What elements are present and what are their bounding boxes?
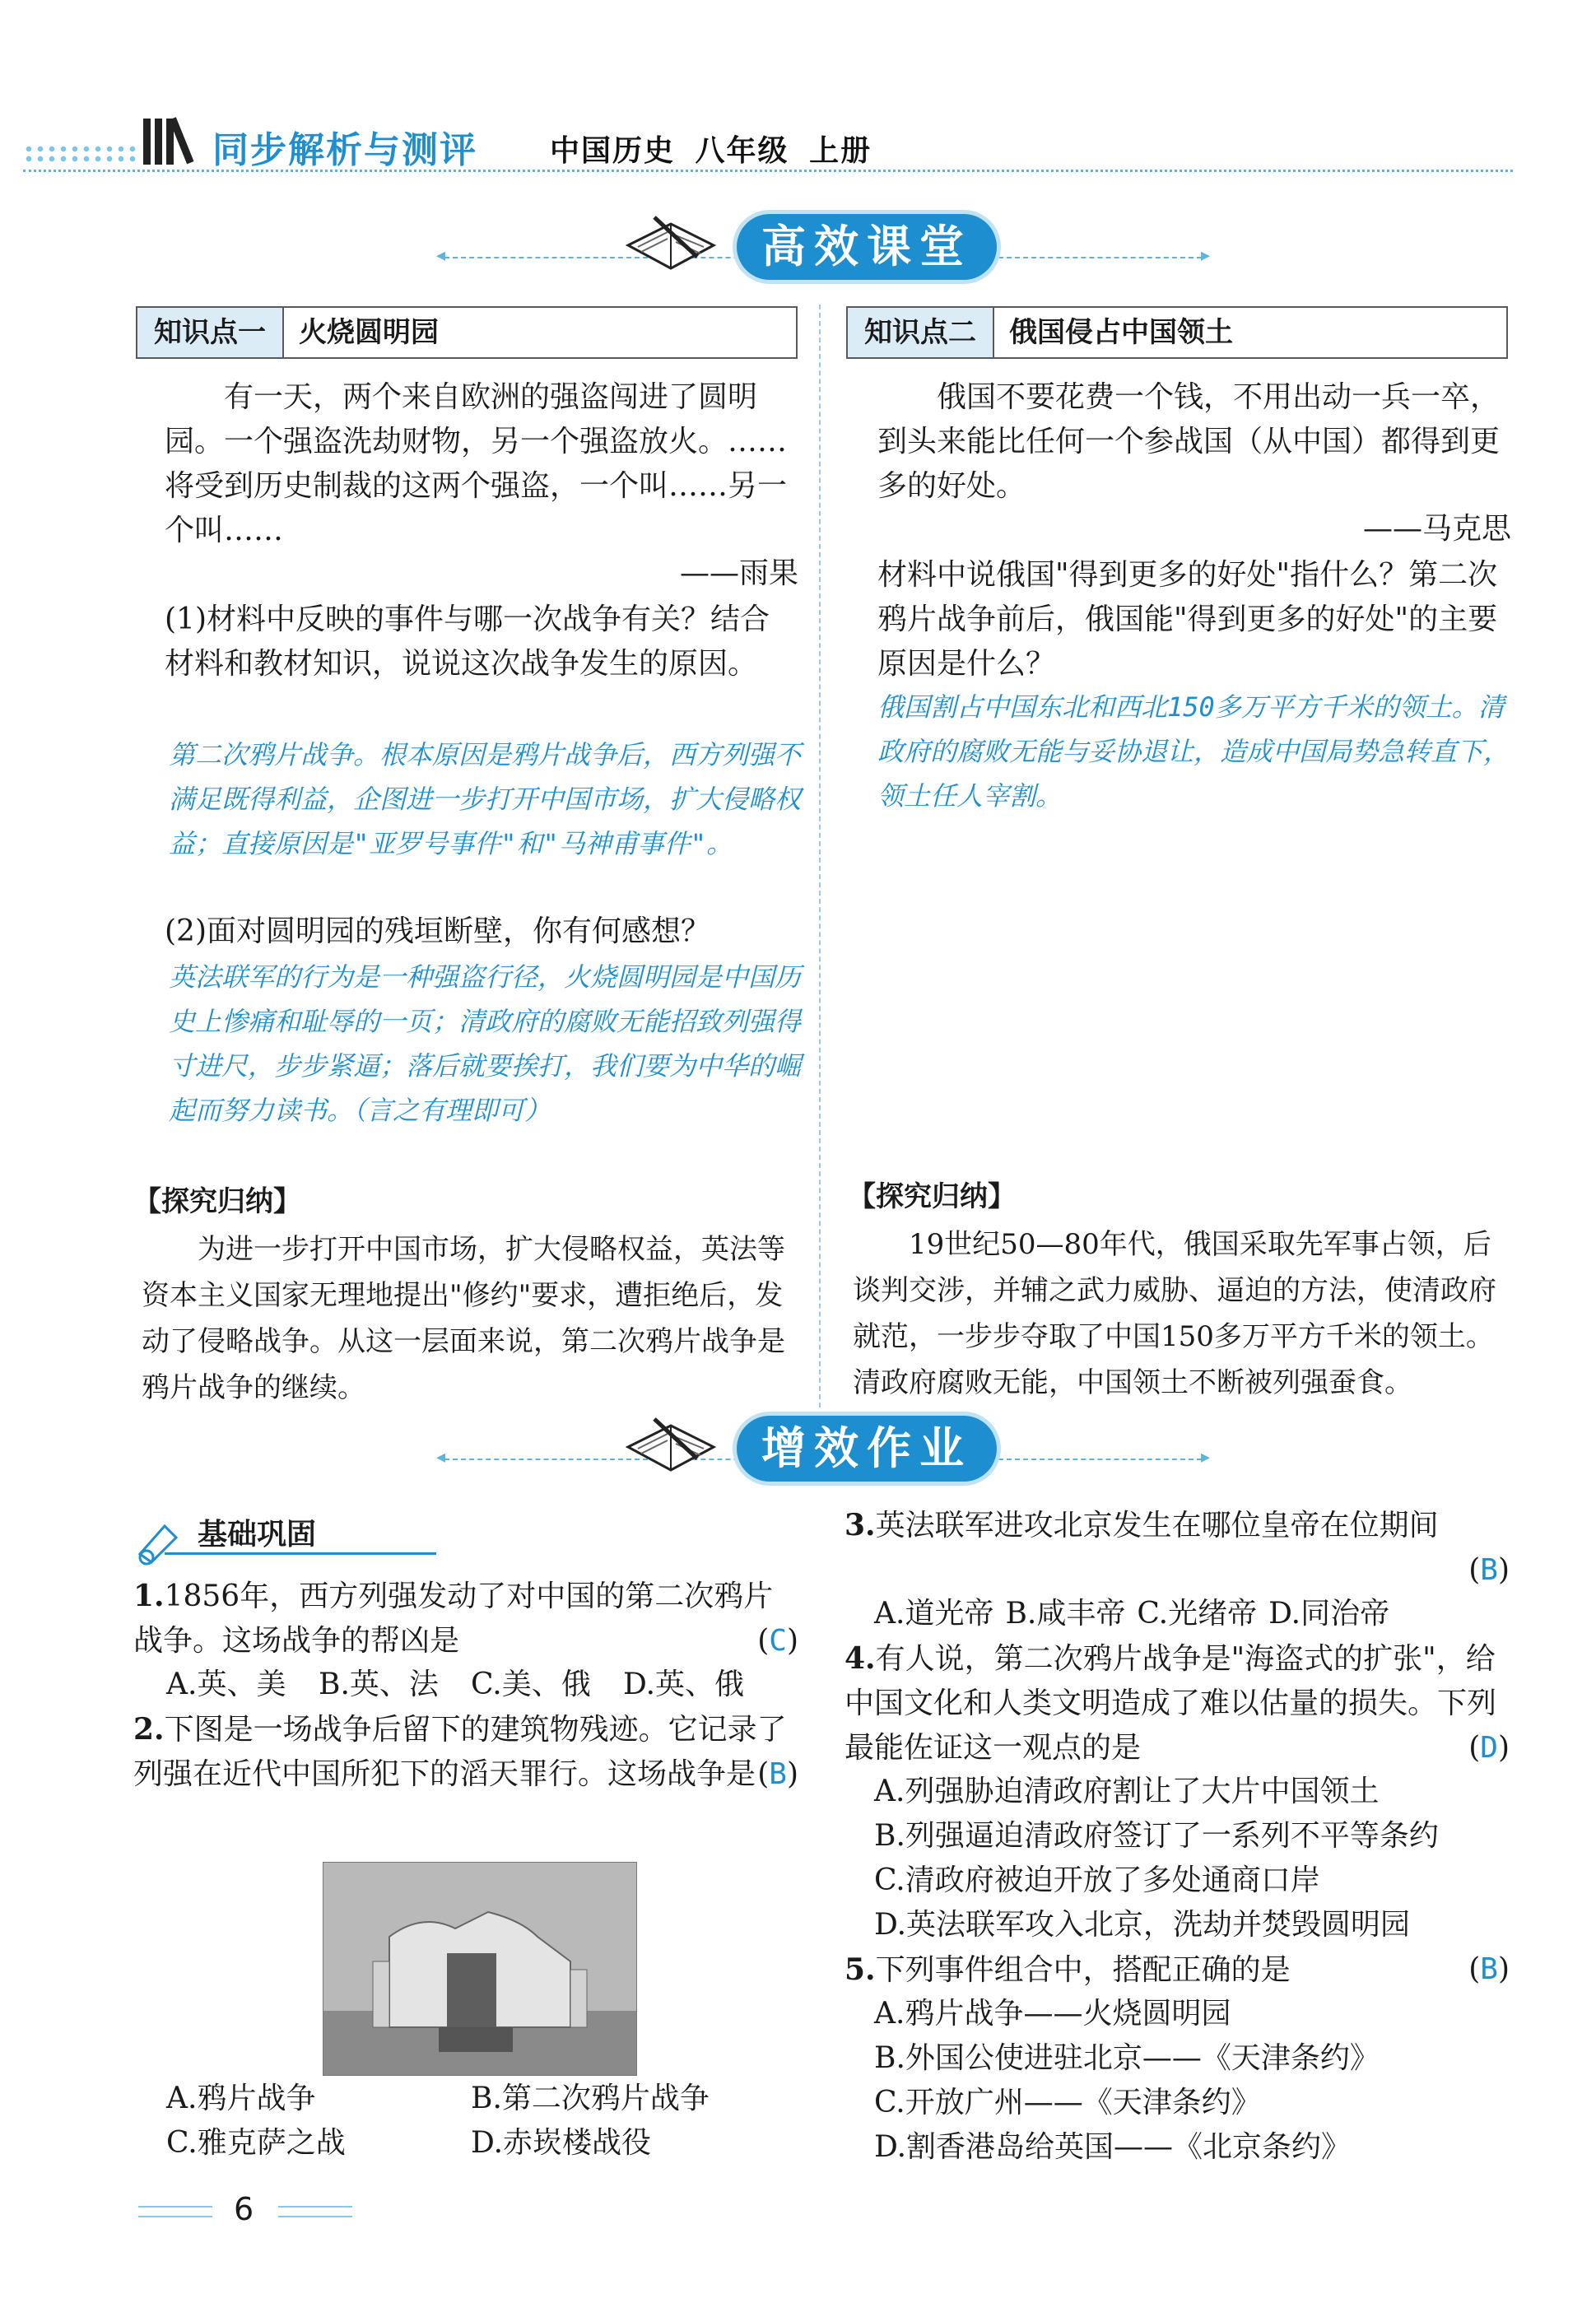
books-logo-icon (140, 112, 206, 170)
question-item-1 (133, 1574, 798, 1663)
option-c: C.美、俄 (471, 1668, 591, 1701)
option-c: C.清政府被迫开放了多处通商口岸 (874, 1863, 1320, 1897)
answer-letter: B (1480, 1553, 1498, 1587)
question-1-2: (2)面对圆明园的残垣断壁，你有何感想？ (165, 914, 710, 948)
option-b: B.第二次鸦片战争 (471, 2082, 710, 2115)
answer-letter: B (1480, 1952, 1498, 1986)
page-number: 6 (234, 2191, 254, 2227)
series-title: 同步解析与测评 (212, 129, 477, 171)
answer-paren: (B) (1468, 1553, 1510, 1587)
question-item-3 (845, 1503, 1510, 1593)
answer-1-1: 第二次鸦片战争。根本原因是鸦片战争后，西方列强不满足既得利益，企图进一步打开中国市场，扩大侵略权益；直接原因是"亚罗号事件"和"马神甫事件"。 (169, 739, 802, 859)
section-banner-efficient-class (461, 198, 1202, 305)
answer-paren: (D) (1468, 1731, 1510, 1765)
question-text: 英法联军进攻北京发生在哪位皇帝在位期间 (875, 1509, 1439, 1542)
question-item-4 (845, 1636, 1510, 1770)
option-c: C.光绪帝 (1137, 1597, 1258, 1631)
question-text: 有人说，第二次鸦片战争是"海盗式的扩张"，给中国文化和人类文明造成了难以估量的损失。下列最能佐证这一观点的是 (845, 1642, 1497, 1765)
question-number: 4. (845, 1641, 876, 1676)
question-number: 3. (845, 1508, 876, 1542)
options-q5 (874, 1992, 1516, 2170)
header-dots (23, 144, 138, 164)
question-text: 下图是一场战争后留下的建筑物残迹。它记录了列强在近代中国所犯下的滔天罪行。这场战争是 (133, 1713, 787, 1791)
question-text: 1856年，西方列强发动了对中国的第二次鸦片战争。这场战争的帮凶是 (133, 1580, 774, 1658)
basics-underline (165, 1552, 436, 1555)
option-a: A.英、美 (166, 1668, 286, 1701)
option-d: D.英法联军攻入北京，洗劫并焚毁圆明园 (874, 1908, 1411, 1942)
kp-label: 知识点二 (848, 308, 994, 357)
book-info: 中国历史 八年级 上册 (550, 134, 872, 168)
option-c: C.雅克萨之战 (166, 2126, 346, 2160)
question-number: 5. (845, 1952, 876, 1987)
options-q4 (874, 1770, 1516, 1947)
book-pen-icon (621, 206, 720, 280)
answer-paren: (B) (757, 1757, 798, 1791)
option-b: B.英、法 (319, 1668, 439, 1701)
option-d: D.割香港岛给英国——《北京条约》 (874, 2130, 1352, 2164)
question-2: 材料中说俄国"得到更多的好处"指什么？第二次鸦片战争前后，俄国能"得到更多的好处"的主要原因是什么？ (877, 558, 1498, 681)
answer-1-2: 英法联军的行为是一种强盗行径，火烧圆明园是中国历史上惨痛和耻辱的一页；清政府的腐败无能招致列强得寸进尺，步步紧逼；落后就要挨打，我们要为中华的崛起而努力读书。（言之有理即可） (169, 961, 802, 1126)
options-q1 (166, 1663, 808, 1707)
kp-title: 俄国侵占中国领土 (1009, 316, 1233, 349)
footer-lines-right (278, 2206, 352, 2217)
question-item-5 (845, 1947, 1510, 1993)
question-item-2 (133, 1707, 798, 1797)
material-source: ——马克思 (1362, 512, 1511, 546)
material-text: 俄国不要花费一个钱，不用出动一兵一卒，到头来能比任何一个参战国（从中国）都得到更多的好处。 (877, 380, 1501, 503)
header-divider (23, 170, 1513, 172)
option-d: D.赤崁楼战役 (471, 2126, 652, 2160)
column-divider (819, 305, 821, 1407)
section-title: 增效作业 (737, 1416, 997, 1482)
answer-paren: (B) (1468, 1952, 1510, 1986)
option-c: C.开放广州——《天津条约》 (874, 2086, 1261, 2119)
option-b: B.外国公使进驻北京——《天津条约》 (874, 2041, 1380, 2075)
summary-text-1: 为进一步打开中国市场，扩大侵略权益，英法等资本主义国家无理地提出"修约"要求，遭拒绝后，发动了侵略战争。从这一层面来说，第二次鸦片战争是鸦片战争的继续。 (142, 1233, 785, 1404)
option-b: B.列强逼迫清政府签订了一系列不平等条约 (874, 1819, 1439, 1853)
options-q3 (874, 1592, 1516, 1636)
material-source: ——雨果 (679, 556, 798, 590)
option-a: A.鸦片战争——火烧圆明园 (874, 1997, 1231, 2031)
answer-paren: (C) (757, 1624, 798, 1658)
tools-icon (132, 1513, 198, 1566)
kp-label: 知识点一 (137, 308, 284, 357)
summary-tag-2: 【探究归纳】 (848, 1180, 1016, 1213)
summary-text-2: 19世纪50—80年代，俄国采取先军事占领，后谈判交涉，并辅之武力威胁、逼迫的方法，使清政府就范，一步步夺取了中国150多万平方千米的领土。清政府腐败无能，中国领土不断被列强蚕食。 (853, 1228, 1496, 1399)
question-1-1: (1)材料中反映的事件与哪一次战争有关？结合材料和教材知识，说说这次战争发生的原因。 (165, 603, 770, 681)
answer-2: 俄国割占中国东北和西北150多万平方千米的领土。清政府的腐败无能与妥协退让，造成中国局势急转直下，领土任人宰割。 (877, 691, 1510, 812)
material-text: 有一天，两个来自欧洲的强盗闯进了圆明园。一个强盗洗劫财物，另一个强盗放火。……将受到历史制裁的这两个强盗，一个叫……另一个叫…… (165, 380, 788, 547)
question-text: 下列事件组合中，搭配正确的是 (875, 1953, 1291, 1987)
answer-letter: B (769, 1757, 787, 1791)
option-b: B.咸丰帝 (1005, 1597, 1126, 1631)
option-d: D.同治帝 (1268, 1597, 1390, 1631)
section-title: 高效课堂 (737, 214, 997, 280)
answer-letter: D (1480, 1731, 1498, 1765)
question-number: 2. (133, 1712, 165, 1747)
option-d: D.英、俄 (623, 1668, 745, 1701)
book-pen-icon (621, 1407, 720, 1482)
answer-letter: C (769, 1624, 787, 1658)
knowledge-point-box-1 (136, 306, 798, 359)
basics-label: 基础巩固 (198, 1518, 317, 1552)
section-banner-homework (461, 1399, 1202, 1506)
option-a: A.鸦片战争 (166, 2082, 316, 2115)
option-a: A.道光帝 (874, 1597, 994, 1631)
footer-lines-left (138, 2206, 212, 2217)
ruins-photo (323, 1862, 637, 2076)
kp-title: 火烧圆明园 (299, 316, 439, 349)
knowledge-point-box-2 (846, 306, 1508, 359)
options-q2 (166, 2077, 808, 2166)
summary-tag-1: 【探究归纳】 (133, 1185, 301, 1218)
option-a: A.列强胁迫清政府割让了大片中国领土 (874, 1775, 1380, 1808)
question-number: 1. (133, 1579, 165, 1613)
